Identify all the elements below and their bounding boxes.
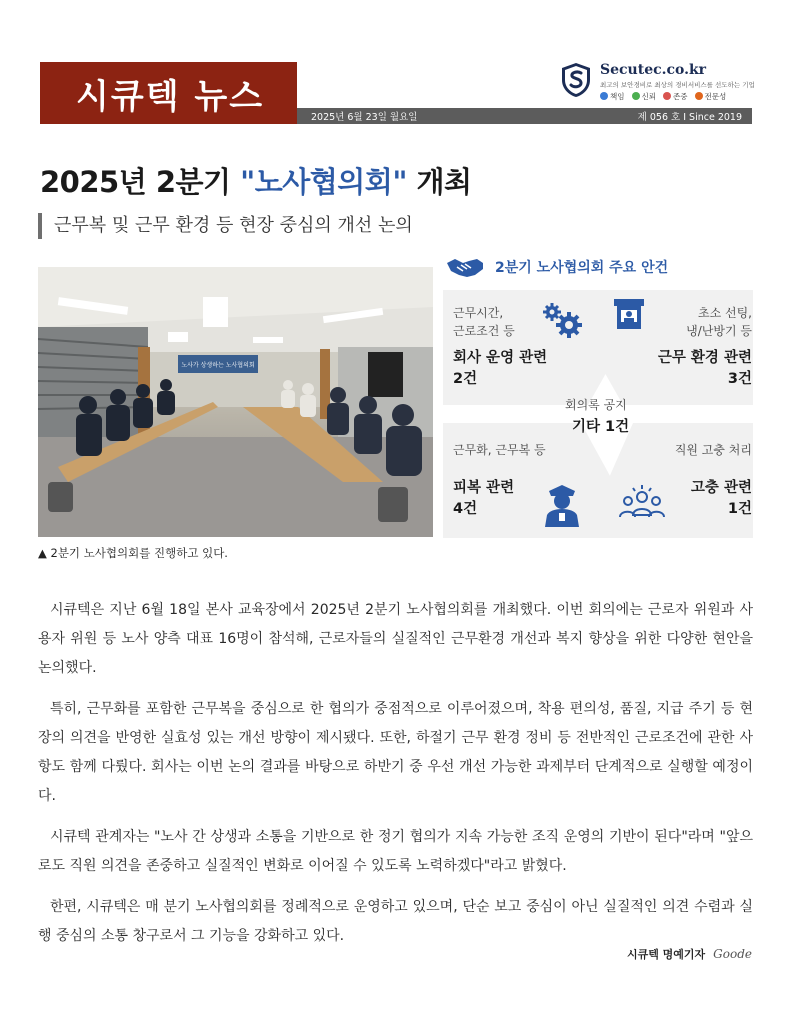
value-expertise: 전문성: [695, 91, 727, 102]
brand-tagline: 최고의 보안경비로 최상의 경비서비스를 선도하는 기업: [600, 81, 755, 89]
gear-icon: [540, 300, 585, 340]
masthead-title: 시큐텍 뉴스: [40, 62, 297, 124]
brand-values: [600, 91, 726, 102]
brand-logo: [560, 62, 755, 106]
card-environment-label: 근무 환경 관련 3건: [657, 350, 752, 387]
guard-officer-icon: [543, 483, 581, 527]
photo-caption: ▲ 2분기 노사협의회를 진행하고 있다.: [38, 546, 228, 560]
issue-date: 2025년 6월 23일 월요일: [311, 112, 418, 123]
card-grievance-desc: 직원 고충 처리: [674, 443, 752, 457]
brand-name: Secutec.co.kr: [600, 62, 707, 78]
byline-signature: Goode: [713, 947, 752, 961]
center-label: 기타 1건: [572, 419, 630, 435]
guard-booth-icon: [612, 297, 646, 331]
agenda-title: 2분기 노사협의회 주요 안건: [445, 255, 668, 279]
paragraph: 시큐텍은 지난 6월 18일 본사 교육장에서 2025년 2분기 노사협의회를 개최했다. 이번 회의에는 근로자 위원과 사용자 위원 등 노사 양측 대표 16명이 참석해, 근로자들의 실질적인 근무환경 개선과 복지 향상을 위한 다양한 현안을 논의했다.: [38, 602, 753, 676]
paragraph: 특히, 근무화를 포함한 근무복을 중심으로 한 협의가 중점적으로 이루어졌으며, 착용 편의성, 품질, 지급 주기 등 현장의 의견을 반영한 실효성 있는 개선 방향이 제시됐다. 또한, 하절기 근무 환경 정비 등 전반적인 근로조건에 관한 사항도 함께 다뤘다. 회사는 이번 논의 결과를 바탕으로 하반기 중 우선 개선 가능한 과제부터 단계적으로 실행할 예정이다.: [38, 701, 753, 804]
issue-number: 제 056 호 I Since 2019: [637, 112, 742, 123]
card-company-label: 회사 운영 관련 2건: [453, 350, 548, 387]
value-respect: 존중: [663, 91, 688, 102]
article-body: [38, 596, 753, 963]
medal-icon: [695, 92, 703, 100]
paragraph: 시큐텍 관계자는 "노사 간 상생과 소통을 기반으로 한 정기 협의가 지속 가능한 조직 운영의 기반이 된다"라며 "앞으로도 직원 의견을 존중하고 실질적인 변화로 이어질 수 있도록 노력하겠다"라고 밝혔다.: [38, 829, 753, 874]
dateline-bar: [297, 108, 752, 124]
shield-logo-icon: [560, 62, 592, 98]
card-environment-desc: 초소 선팅, 냉/난방기 등: [686, 306, 752, 338]
handshake-icon: [632, 92, 640, 100]
value-trust: 신뢰: [632, 91, 657, 102]
article-headline: 2025년 2분기 "노사협의회" 개최: [40, 165, 472, 199]
meeting-photo: [38, 267, 433, 537]
card-grievance-label: 고충 관련 1건: [690, 480, 752, 517]
value-responsibility: 책임: [600, 91, 625, 102]
handshake-icon: [600, 92, 608, 100]
card-uniform-label: 피복 관련 4건: [453, 480, 515, 517]
hands-icon: [663, 92, 671, 100]
center-desc: 회의록 공지: [565, 398, 627, 412]
paragraph: 한편, 시큐텍은 매 분기 노사협의회를 정례적으로 운영하고 있으며, 단순 보고 중심이 아닌 실질적인 의견 수렴과 실행 중심의 소통 창구로서 그 기능을 강화하고 있다.: [38, 899, 753, 944]
card-uniform-desc: 근무화, 근무복 등: [453, 443, 546, 457]
byline: [627, 946, 752, 962]
people-group-icon: [616, 485, 668, 521]
handshake-icon: [445, 255, 485, 279]
card-company-desc: 근무시간, 근로조건 등: [453, 306, 515, 338]
article-subhead: 근무복 및 근무 환경 등 현장 중심의 개선 논의: [38, 213, 413, 239]
byline-author: 시큐텍 명예기자: [626, 948, 706, 961]
photo-banner: 노사가 상생하는 노사협의회: [181, 362, 255, 369]
